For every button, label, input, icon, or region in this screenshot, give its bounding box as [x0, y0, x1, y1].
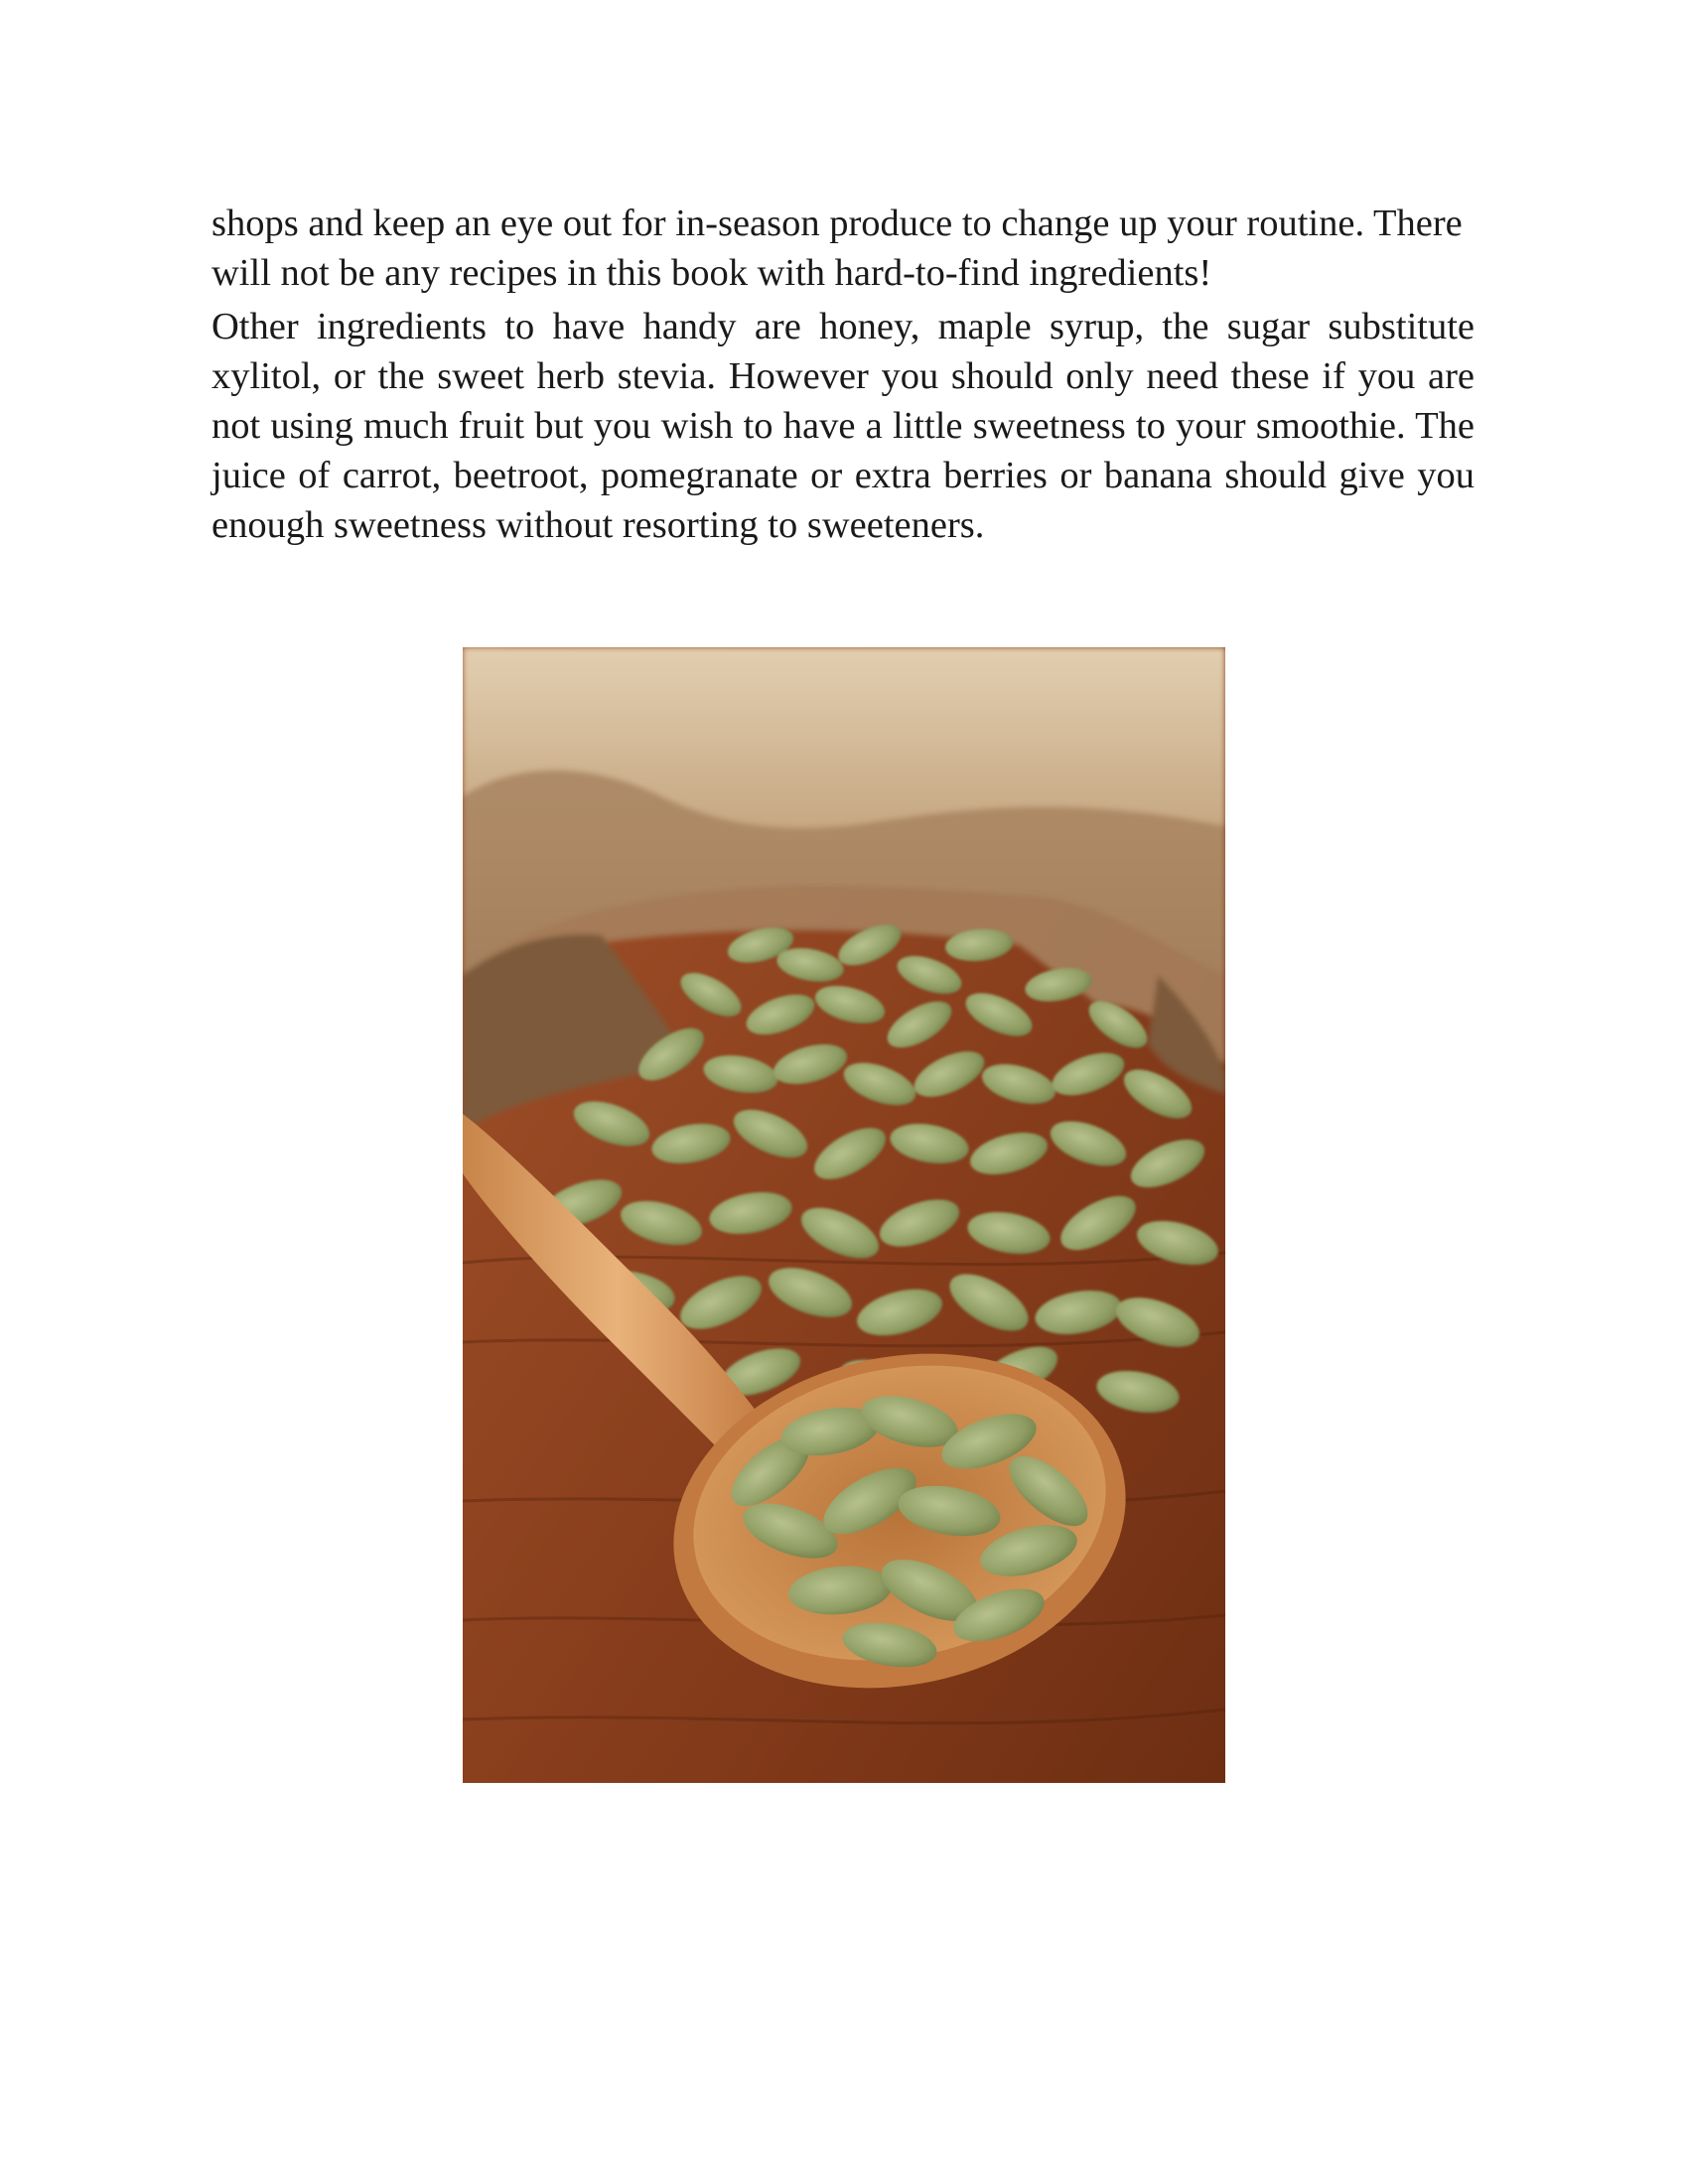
paragraph-2: Other ingredients to have handy are honey, maple syrup, the sugar substitute xylitol, or the sweet herb stevia. However you should only need these if you are not using much fruit but you wish to have a little sweetness to your smoothie. The juice of carrot, beetroot, pomegranate or extra berries or banana should give you enough sweetness without resorting to sweeteners. — [211, 306, 1475, 546]
pumpkin-seeds-illustration — [463, 647, 1225, 1783]
body-text — [211, 199, 1475, 550]
paragraph-1: shops and keep an eye out for in-season produce to change up your routine. There will not be any recipes in this book with hard-to-find ingredients! — [211, 203, 1463, 294]
pumpkin-seeds-photo — [463, 647, 1225, 1783]
